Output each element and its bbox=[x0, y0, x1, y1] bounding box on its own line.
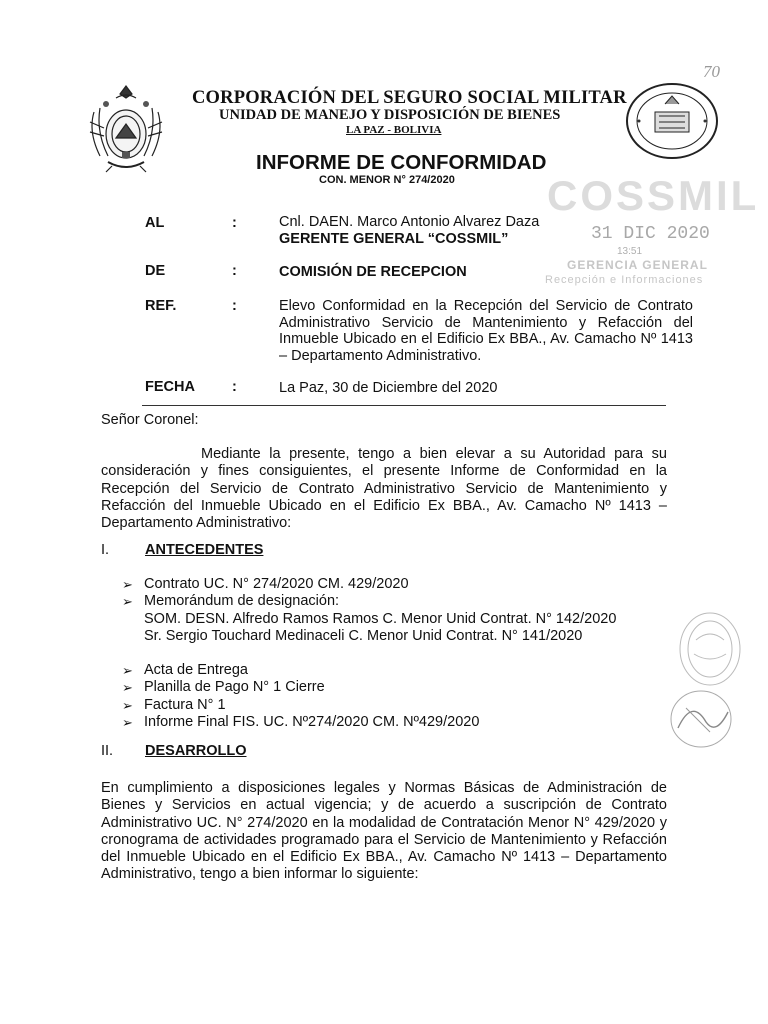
section-number: I. bbox=[101, 542, 110, 558]
section-title-desarrollo: DESARROLLO bbox=[145, 743, 247, 759]
intro-paragraph: Mediante la presente, tengo a bien elevar a su Autoridad para su consideración y fines consiguientes, el presente Informe de Conformidad en la Recepción del Servicio de Contrato Administrativo Servicio de Mantenimiento y Refacción del Inmueble Ubicado en el Edificio Ex BBA., Av. Camacho Nº 1413 – Departamento Administrativo: bbox=[101, 446, 667, 532]
reference-label: REF. bbox=[145, 298, 177, 314]
list-subitem-text: Sr. Sergio Touchard Medinaceli C. Menor Unid Contrat. N° 141/2020 bbox=[144, 627, 583, 644]
unit-name: UNIDAD DE MANEJO Y DISPOSICIÓN DE BIENES bbox=[219, 107, 561, 123]
list-item bbox=[122, 679, 616, 696]
salutation: Señor Coronel: bbox=[101, 412, 199, 428]
from-colon: : bbox=[232, 263, 237, 279]
stamp-brand: COSSMIL bbox=[547, 172, 760, 219]
list-item-text: Informe Final FIS. UC. Nº274/2020 CM. Nº429/2020 bbox=[144, 714, 480, 731]
section-title-antecedentes: ANTECEDENTES bbox=[145, 542, 264, 558]
list-spacer bbox=[122, 645, 616, 662]
city-name: LA PAZ - BOLIVIA bbox=[346, 124, 442, 136]
reference-value: Elevo Conformidad en la Recepción del Servicio de Contrato Administrativo Servicio de Mantenimiento y Refacción del Inmueble Ubicado en el Edificio Ex BBA., Av. Camacho Nº 1413 – Departamento Administrativo. bbox=[279, 298, 693, 364]
arrow-bullet-icon: ➢ bbox=[122, 577, 133, 592]
list-item-text: Acta de Entrega bbox=[144, 662, 248, 679]
to-label: AL bbox=[145, 215, 165, 231]
stamp-number: 13:51 bbox=[617, 246, 643, 257]
to-colon: : bbox=[232, 215, 237, 231]
signature-mark bbox=[666, 688, 736, 750]
list-item bbox=[122, 714, 616, 731]
arrow-bullet-icon: ➢ bbox=[122, 697, 133, 713]
arrow-bullet-icon: ➢ bbox=[122, 594, 133, 610]
section-number: II. bbox=[101, 743, 114, 759]
list-item bbox=[122, 697, 616, 714]
list-item bbox=[122, 662, 616, 679]
stamp-office: Recepción e Informaciones bbox=[545, 274, 704, 286]
list-item-text: Memorándum de designación: bbox=[144, 593, 340, 610]
stamp-department: GERENCIA GENERAL bbox=[567, 258, 708, 272]
list-subitem bbox=[122, 628, 616, 645]
date-label: FECHA bbox=[145, 379, 195, 395]
coat-of-arms-emblem bbox=[86, 82, 166, 174]
to-recipient-name: Cnl. DAEN. Marco Antonio Alvarez Daza bbox=[279, 214, 540, 230]
arrow-bullet-icon: ➢ bbox=[122, 680, 133, 696]
list-subitem bbox=[122, 611, 616, 628]
arrow-bullet-icon: ➢ bbox=[122, 715, 133, 731]
corporation-name: CORPORACIÓN DEL SEGURO SOCIAL MILITAR bbox=[192, 88, 627, 108]
cossmil-seal bbox=[625, 82, 719, 160]
page-number: 70 bbox=[703, 62, 720, 81]
document-title: INFORME DE CONFORMIDAD bbox=[256, 151, 547, 174]
list-item bbox=[122, 576, 616, 593]
divider bbox=[142, 405, 666, 406]
stamp-date: 31 DIC 2020 bbox=[591, 224, 710, 244]
document-subtitle: CON. MENOR N° 274/2020 bbox=[319, 174, 455, 186]
list-item-text: Factura N° 1 bbox=[144, 696, 226, 713]
reference-colon: : bbox=[232, 298, 237, 314]
list-item-text: Planilla de Pago N° 1 Cierre bbox=[144, 679, 325, 696]
antecedentes-list bbox=[122, 576, 616, 731]
from-value: COMISIÓN DE RECEPCION bbox=[279, 264, 467, 280]
from-label: DE bbox=[145, 263, 166, 279]
desarrollo-paragraph: En cumplimiento a disposiciones legales y Normas Básicas de Administración de Bienes y Servicios en actual vigencia; y de acuerdo a suscripción de Contrato Administrativo UC. N° 274/2020 en la modalidad de Contratación Menor N° 429/2020 y cronograma de actividades programado para el Servicio de Mantenimiento y Refacción del Inmueble Ubicado en el Edificio Ex BBA., Av. Camacho Nº 1413 – Departamento Administrativo, tengo a bien informar lo siguiente: bbox=[101, 780, 667, 883]
list-subitem-text: SOM. DESN. Alfredo Ramos Ramos C. Menor Unid Contrat. N° 142/2020 bbox=[144, 610, 617, 627]
date-value: La Paz, 30 de Diciembre del 2020 bbox=[279, 380, 498, 396]
margin-stamp bbox=[678, 610, 742, 688]
date-colon: : bbox=[232, 379, 237, 395]
reception-stamp bbox=[545, 172, 760, 302]
to-recipient-position: GERENTE GENERAL “COSSMIL” bbox=[279, 231, 509, 247]
list-item-text: Contrato UC. N° 274/2020 CM. 429/2020 bbox=[144, 576, 409, 592]
arrow-bullet-icon: ➢ bbox=[122, 663, 133, 679]
list-item bbox=[122, 593, 616, 610]
